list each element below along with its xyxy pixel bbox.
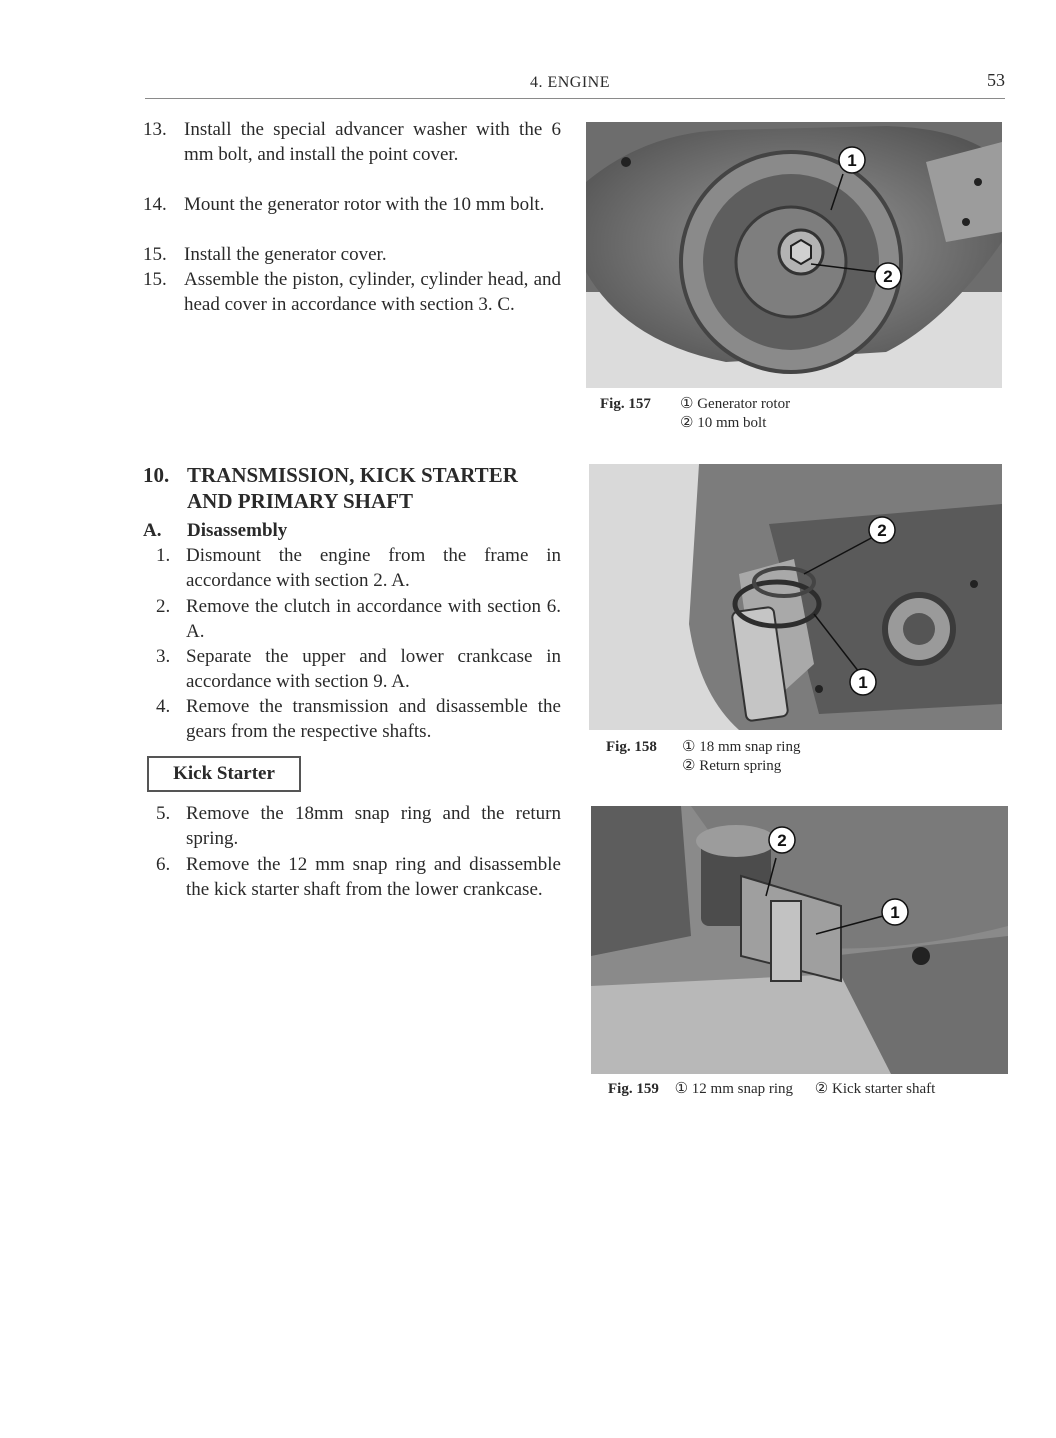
step-number: 15.	[143, 244, 167, 265]
list-item	[156, 543, 561, 593]
callout-marker-label: 1	[890, 903, 900, 922]
step-number: 5.	[156, 803, 171, 824]
step-number: 2.	[156, 596, 171, 617]
caption-item: ① Generator rotor	[680, 396, 791, 412]
step-number: 6.	[156, 854, 171, 875]
figure-label: Fig. 158	[606, 739, 657, 755]
caption-item: ② Return spring	[682, 758, 782, 774]
kick-starter-heading: Kick Starter	[173, 763, 275, 784]
callout-marker-label: 2	[877, 521, 887, 540]
callout-marker-label: 2	[777, 831, 787, 850]
step-text: Dismount the engine from the frame in accordance with section 2. A.	[186, 545, 561, 591]
caption-item: ① 18 mm snap ring	[682, 739, 801, 755]
caption-item: ② 10 mm bolt	[680, 415, 767, 431]
figure-159-caption	[608, 1080, 1008, 1099]
subsection-number: A.	[143, 520, 162, 541]
list-item	[143, 117, 561, 167]
section-number: 10.	[143, 463, 170, 487]
subsection-heading	[143, 520, 443, 542]
caption-item: ① 12 mm snap ring	[674, 1081, 794, 1097]
step-number: 13.	[143, 119, 167, 140]
page-number: 53	[987, 70, 1005, 90]
callout-marker-label: 1	[847, 151, 857, 170]
step-number: 4.	[156, 696, 171, 717]
figure-label: Fig. 159	[608, 1081, 659, 1097]
list-item	[156, 852, 561, 902]
step-text: Assemble the piston, cylinder, cylinder head, and head cover in accordance with section 3. C.	[184, 269, 561, 315]
step-text: Install the special advancer washer with the 6 mm bolt, and install the point cover.	[184, 119, 561, 165]
step-text: Remove the clutch in accordance with section 6. A.	[186, 596, 561, 642]
list-item	[143, 267, 561, 317]
list-item	[143, 192, 561, 217]
list-item	[156, 644, 561, 694]
step-text: Remove the 18mm snap ring and the return spring.	[186, 803, 561, 849]
figure-label: Fig. 157	[600, 396, 651, 412]
list-item	[156, 594, 561, 644]
list-item	[143, 242, 561, 267]
subsection-title: Disassembly	[187, 520, 288, 541]
caption-item: ② Kick starter shaft	[814, 1081, 936, 1097]
callout-marker-label: 1	[858, 673, 868, 692]
section-title: TRANSMISSION, KICK STARTER AND PRIMARY SHAFT	[187, 463, 518, 513]
header-rule	[145, 98, 1005, 99]
step-text: Mount the generator rotor with the 10 mm bolt.	[184, 194, 545, 215]
section-heading	[143, 462, 563, 514]
list-item	[156, 801, 561, 851]
list-item	[156, 694, 561, 744]
step-text: Remove the transmission and disassemble the gears from the respective shafts.	[186, 696, 561, 742]
step-number: 3.	[156, 646, 171, 667]
callout-marker-label: 2	[883, 267, 893, 286]
figure-158-caption	[606, 738, 1006, 776]
figure-157-caption	[600, 395, 1000, 433]
step-number: 15.	[143, 269, 167, 290]
step-text: Install the generator cover.	[184, 244, 387, 265]
figure-158-photo	[589, 464, 1002, 730]
running-header: 4. ENGINE	[529, 74, 611, 91]
step-text: Separate the upper and lower crankcase in accordance with section 9. A.	[186, 646, 561, 692]
step-number: 14.	[143, 194, 167, 215]
figure-159-photo	[591, 806, 1008, 1074]
step-text: Remove the 12 mm snap ring and disassemble the kick starter shaft from the lower crankcase.	[186, 854, 561, 900]
kick-starter-heading-box	[147, 756, 301, 792]
figure-157-photo	[586, 122, 1002, 388]
step-number: 1.	[156, 545, 171, 566]
